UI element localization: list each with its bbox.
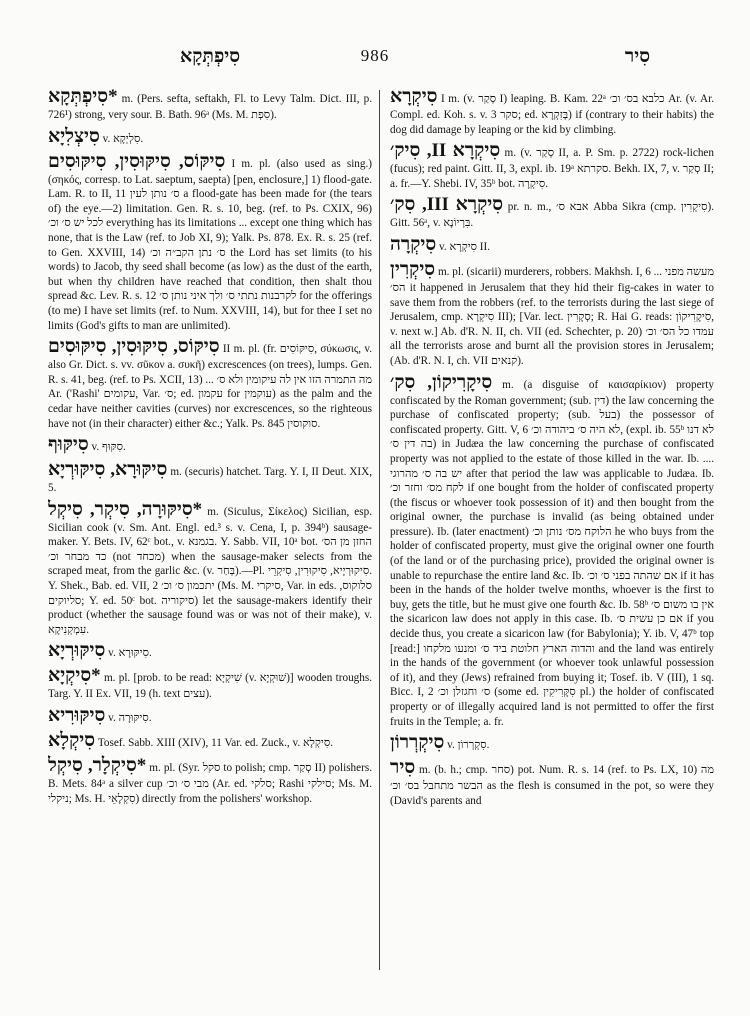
entry-headword: סִיקְרָא III, סִק׳ [390,194,504,216]
dictionary-entry [48,665,372,702]
entry-definition: v. סִקְרְרוֹן. [447,739,490,752]
entry-definition: v. סִיקּוּרָא. [108,647,152,660]
entry-definition: m. (Siculus, Σίκελος) Sicilian, esp. Sicilian cook (v. Sm. Ant. Engl. ed.³ s. v. Cena, I, p. 394ᵇ) sausage-maker. Y. Bets. IV, 62ᶜ bot., v. בגמנא. Y. Sabb. VII, 10ᵃ bot. החזן מן הס׳ כד מבחר וכ׳ (not מכחד) when the sausage-maker selects from the scraped meat, from the garlic &c. (v. בְּחַר).—Pl. סִיקוּרְיָיא, סִיקוּרִין, סִיקְרֵי. Y. Shek., Bab. ed. VII, 2 יתכמון ס׳ וכ׳ (Ms. M. סיקרי, Var. in eds. סלוקוס, סליוקים; Y. ed. 50ᶜ bot. סיקוריה) let the sausage-makers identify their product (whether the sausage found was or was not of their make), v. עִמְקְנִיקָא. [48,505,372,636]
entry-headword: סִיקּוֹס, סִיקּוּסִין, סִיקּוּסִים [48,150,226,172]
dictionary-entry [48,730,372,752]
dictionary-entry [390,259,714,369]
dictionary-entry [390,194,714,231]
dictionary-entry [48,459,372,496]
entry-definition: m. (a disguise of καισαρίκιον) property confiscated by the Roman government; (sub. דין) the law concerning the purchase of confiscated property; (sub. בעל) the possessor of confiscated property. Gitt. V, 6 לא היה ס׳ ביהודה וכ׳, (expl. ib. 55ᵇ לא דנו בה דין ס׳) in Judæa the law concerning the purchase of confiscated property was not applied to the estate of those killed in the war. Ib. .... יש בה ס׳ מהרוגי after that period the law was applicable to Judæa. Ib. לקח מס׳ וחזר וכ׳ if one bought from the holder of confiscated property (the fiscus or whoever took possession of it) and then bought from the original owner, the purchase is invalid (as being obtained under pressure). Ib. (later enactment) הלוקח מס׳ נותן וכ׳ he who buys from the holder of confiscated property, must give the original owner one fourth (of the land or of the purchasing price), provided the original owner is unable to repurchase the entire land &c. Ib. אם שהתה בפני ס׳ וכ׳ if it has been in the hands of the holder twelve months, whoever is the first to buy, gets the title, but he must give one fourth &c. Ib. 58ᵇ אין בו משום ס׳ the sicaricon law does not apply in this case. Ib. אם כן עשית ס׳ if you decide thus, you create a sicaricon law (for Babylonia); Y. ib. V, 47ᵇ top [read:] והדוה הארץ חלוטת ביד ס׳ ומנעו מלקחו and the land was entirely in the hands of the government (or whoever took unlawful possession of it), and they (Jews) refrained from buying it; Tosef. ib. V (III), 1 sq. Bicc. I, 2 ס׳ וחגזלן וכ׳ (some ed. סִקָּרִיקִין pl.) the holder of confiscated property or of illegally acquired land is not permitted to offer the first fruits in the Temple; a. fr. [390,378,714,728]
dictionary-entry [48,336,372,431]
entry-headword: *סִיקְלָר, סִיקְל [48,755,147,777]
entry-headword: *סִיפְתְּקָא [48,86,118,107]
dictionary-entry [48,151,372,334]
right-guide-word: סִיר [624,46,650,67]
entry-headword: סִיקְרִין [390,258,436,280]
dictionary-entry [390,234,714,256]
dictionary-entry [48,705,372,727]
entry-definition: Tosef. Sabb. XIII (XIV), 11 Var. ed. Zuck., v. סִיקְלָא. [97,737,333,750]
entry-headword: סִיקּוּף [48,434,89,456]
left-column [48,86,372,1006]
dictionary-entry [48,126,372,148]
entry-definition: m. (v. סְקַר II, a. P. Sm. p. 2722) rock-lichen (fucus); red paint. Gitt. II, 3, expl. ib. 19ᵃ סקרתא. Bekh. IX, 7, v. סְקַר II; a. fr.—Y. Shebi. IV, 35ᵇ bot. סִיקְרָה. [390,147,714,190]
dictionary-entry [48,499,372,638]
entry-headword: סִיקּוֹס, סִיקּוּסִין, סִיקּוּסִים [48,336,220,358]
dictionary-entry [390,86,714,137]
entry-headword: סִיקּוּרִיא [48,705,106,727]
dictionary-entry [390,732,714,754]
entry-headword: סִיקְלָא [48,730,96,752]
entry-definition: v. סִלְיְקָא. [102,132,144,145]
entry-headword: סִיקָרִיקוֹן, סִק׳ [390,371,493,393]
entry-headword: סִיר [390,757,416,779]
entry-headword: *סִיקּוּרָה, סִיקְר, סִיקְל [48,498,203,520]
entry-definition: v. סִקּוּף. [91,441,126,454]
right-column [390,86,714,1006]
dictionary-entry [48,434,372,456]
entry-definition: v. סִיקְרָא II. [439,240,491,253]
entry-definition: pr. n. m., אבא ס׳ Abba Sikra (cmp. סִיקְרִין). Gitt. 56ᵃ, v. בִּרְיוֹנָא. [390,201,714,230]
entry-headword: סִיקְרְרוֹן [390,732,445,754]
entry-definition: v. סִיקּוּרָה. [108,712,152,725]
entry-headword: סִיקּוּרְיָא [48,640,106,662]
entry-headword: סִיקְרָא II, סִיק׳ [390,140,501,162]
entry-headword: סִיקְרָא [390,86,438,107]
entry-definition: m. pl. (sicarii) murderers, robbers. Makhsh. I, 6 ... מעשה מפני הס׳ it happened in Jerusalem that they hid their fig-cakes in water to save them from the robbers (ref. to the terrorists during the last siege of Jerusalem, cmp. סִיקְרָא III); [Var. lect. סְקָרִין; R. Hai G. reads: סִיקָרִיקוֹן, v. next w.] Ab. d'R. N. II, ch. VII (ed. Schechter, p. 20) עמדו כל הס׳ וכ׳ all the terrorists arose and burnt all the provision stores in Jerusalem; (Ab. d'R. N. I, ch. VII קנאים). [390,265,714,367]
dictionary-entry [390,757,714,808]
entry-headword: סִיקּוּרָא, סִיקּוּרְיָא [48,459,168,481]
entry-headword: סִיצְלִיָא [48,125,100,147]
dictionary-entry [390,140,714,191]
dictionary-entry [48,86,372,123]
entry-headword: סִיקְרָה [390,233,437,255]
entry-headword: *סִיקְיָא [48,665,101,687]
entry-definition: m. pl. [prob. to be read: שִׁיקְיָא (v. שׁוּקְיָא)] wooden troughs. Targ. Y. II Ex. VII, 19 (h. text עצים). [48,672,372,701]
left-guide-word: סִיפְתְּקָא [180,46,241,67]
entry-definition: I m. (v. סְקַר I) leaping. B. Kam. 22ᵃ כלבא בס׳ וכ׳ Ar. (v. Ar. Compl. ed. Koh. s. v. סקר 3; ed. בְּזִקְרָא) if (contrary to their habits) the dog did damage by leaping or the kid by climbing. [390,93,714,136]
dictionary-entry [48,640,372,662]
entry-definition: I m. pl. (also used as sing.) (σηκός, corresp. to Lat. saeptum, saepta) [pen, enclosure,] 1) flood-gate. Lam. R. to II, 11 ס׳ נותן לעין a flood-gate has been made for (the tears of) the eye.—2) limitation. Gen. R. s. 10, beg. (ref. to Ps. CXIX, 96) לכל יש ס׳ וכ׳ everything has its limitations ... except one thing which has none, that is the Law (ref. to Job XI, 9); Yalk. Ps. 878. Ex. R. s. 25 (ref. to Gen. XXVIII, 14) ס׳ נתן הקב״ה וכ׳ the Lord has set limits (to his words) to Jacob, thy seed shall become (as low) as the dust of the earth, but when thy children have reached that condition, then shalt thou spread &c. Lev. R. s. 12 לקרבנות נתתי ס׳ ולך איני נותן ס׳ for the offerings (to me) I have set limits (ref. to Num. XXVIII, 14), but for thee I set no limits (God's gifts to man are unlimited). [48,157,372,332]
entry-definition: m. pl. (Syr. סקל to polish; cmp. סְקַר II) polishers. B. Mets. 84ᵃ a silver cup מבי ס׳ וכ׳ (Ar. ed. סלקי; Rashi סילקי; Ms. M. ניקלי; Ms. H. סִקְלָאֵי) directly from the polishers' workshop. [48,762,372,805]
page-header [60,46,690,72]
entry-definition: II m. pl. (fr. סִיקּוֹסִים, σύκωσις, v. also Gr. Dict. s. vv. σῦκον a. συκῆ) excrescences (on trees), lumps. Gen. R. s. 41, beg. (ref. to Ps. XCII, 13) ... מה התמרה הזו אין לה עיקומין ולא ס׳ Ar. ('Rashi' עקומים, Var. ס׳; ed. עקמון for עוקמין) as the palm and the cedar have neither cavities (curves) nor excrescences, so the righteous have not (in their character) either &c.; Yalk. Ps. 845 סוקוסין. [48,343,372,430]
entry-definition: m. (securis) hatchet. Targ. Y. I, II Deut. XIX, 5. [48,466,372,495]
dictionary-entry [48,755,372,806]
page-number: 986 [360,46,390,65]
entry-definition: m. (Pers. sefta, seftakh, Fl. to Levy Talm. Dict. III, p. 726¹) strong, very sour. B. Bath. 96ᵃ (Ms. M. סִפְת). [48,93,372,121]
dictionary-entry [390,372,714,730]
entry-definition: m. (b. h.; cmp. סחר) pot. Num. R. s. 14 (ref. to Ps. LX, 10) מה הבשר מתחבל בס׳ וכ׳ as the flesh is consumed in the pot, so were they (David's parents and [390,764,714,807]
column-divider [379,90,380,970]
